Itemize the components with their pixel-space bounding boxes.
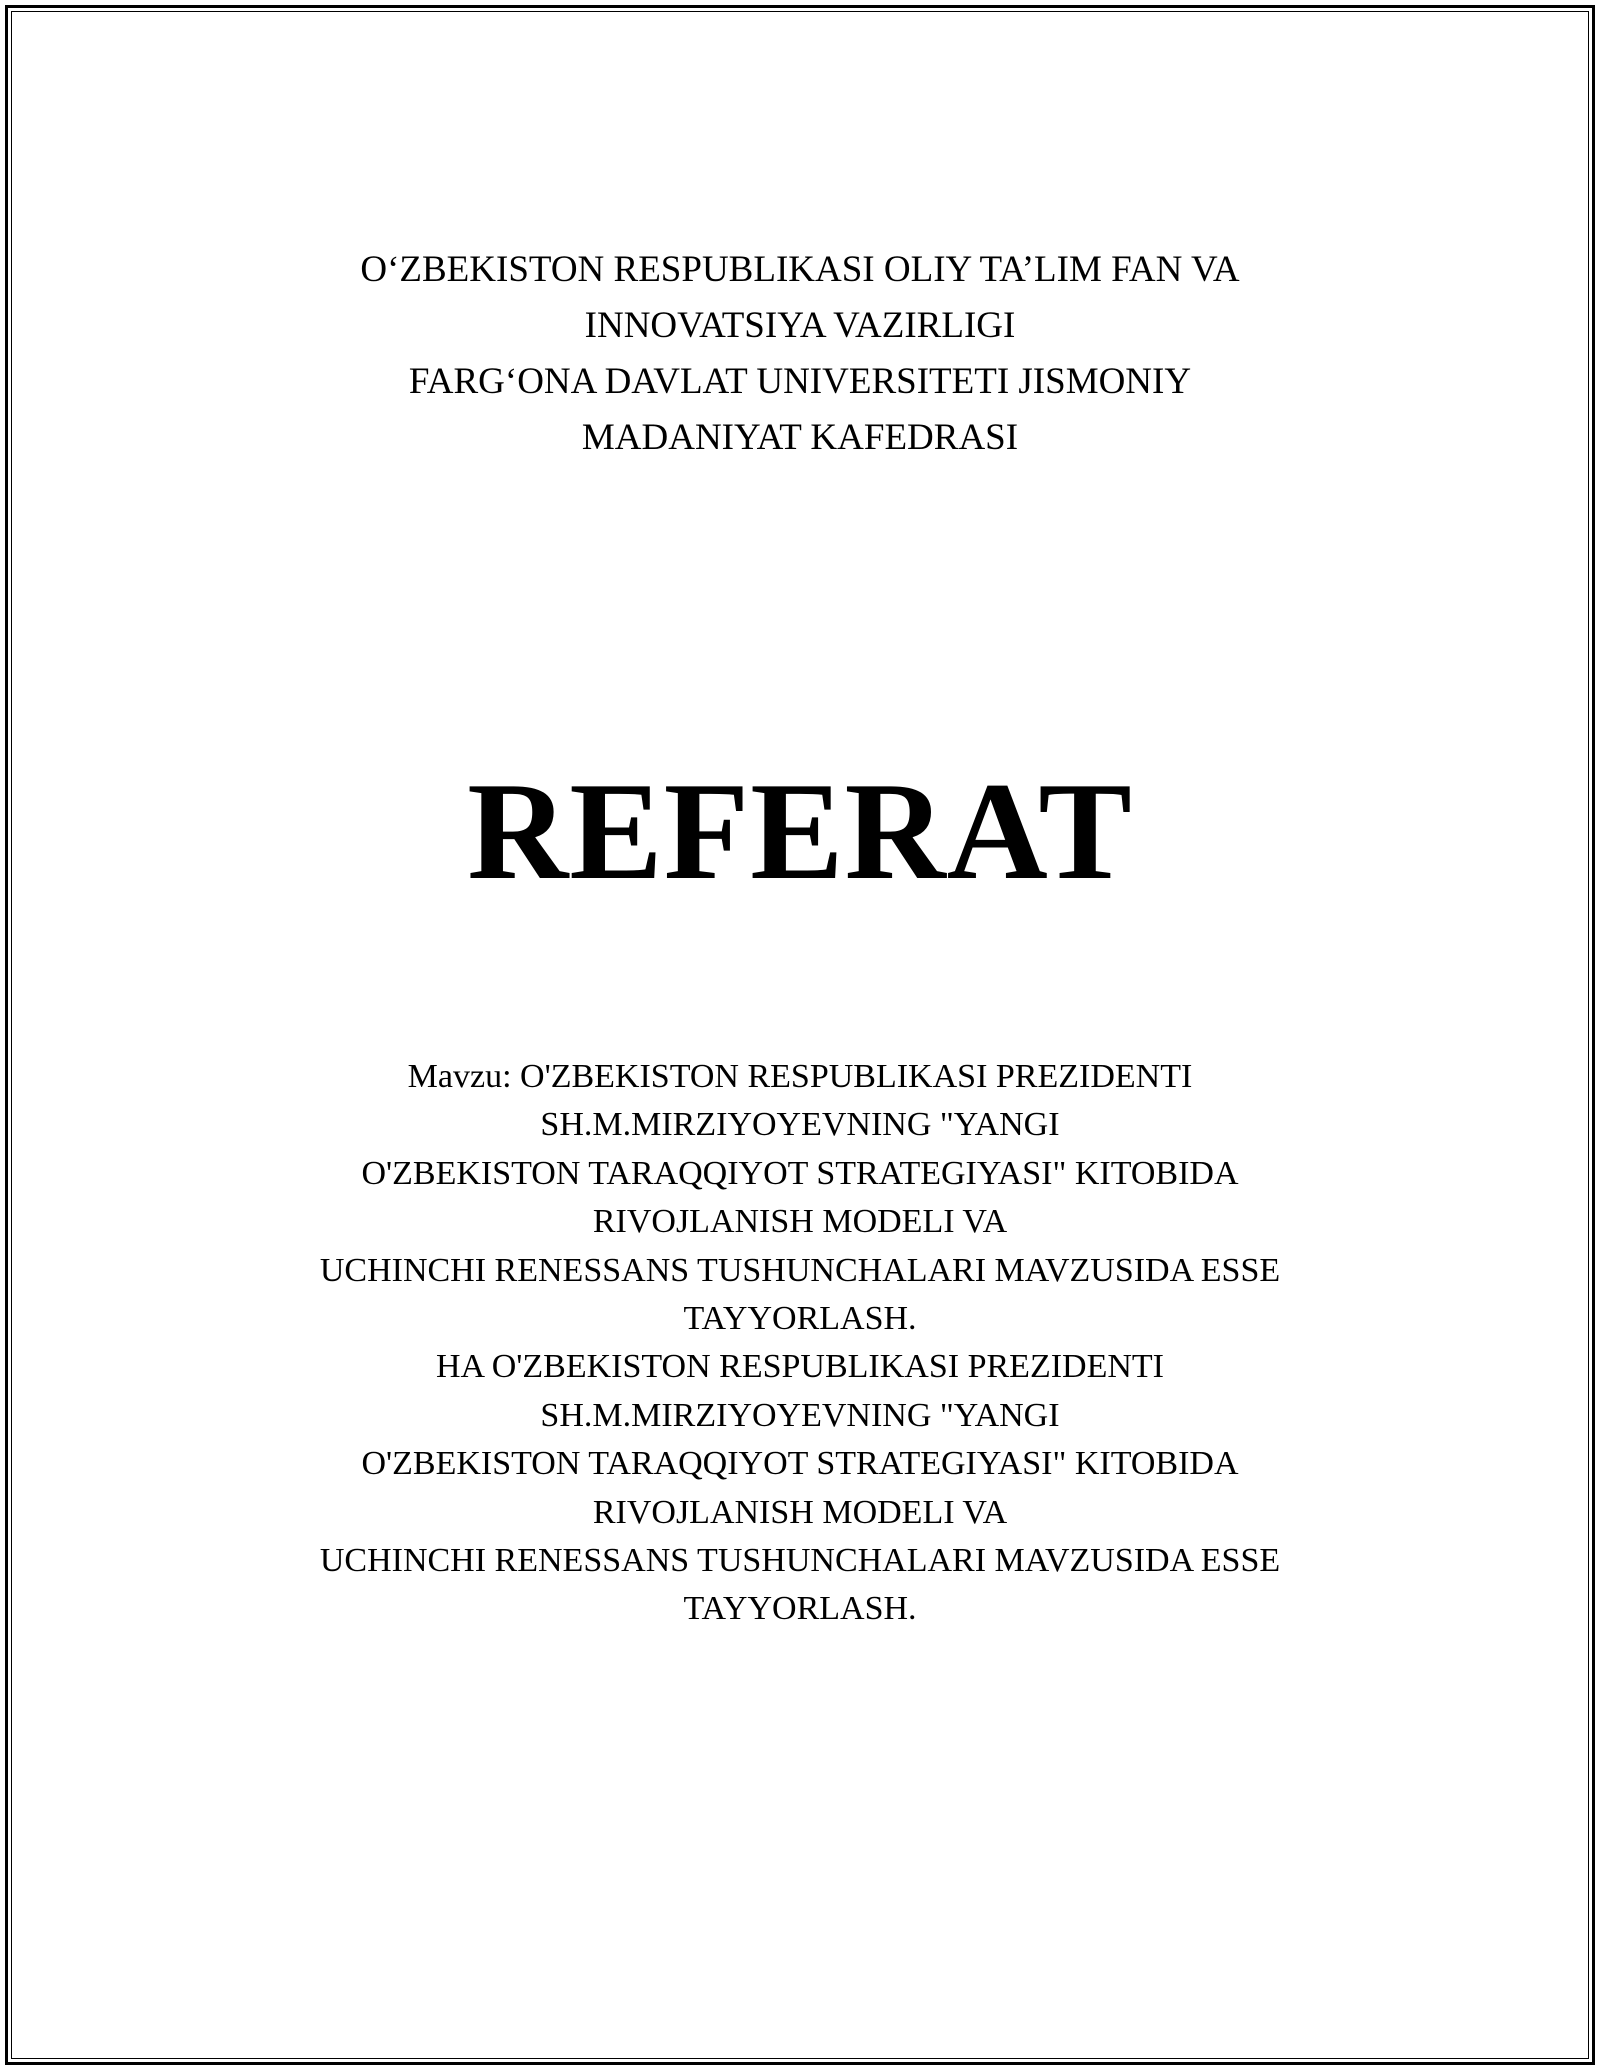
header-line: MADANIYAT KAFEDRASI <box>581 417 1019 458</box>
header-line: FARG‘ONA DAVLAT UNIVERSITETI JISMONIY <box>408 361 1192 402</box>
topic-line: O'ZBEKISTON TARAQQIYOT STRATEGIYASI" KITOBIDA <box>361 1445 1239 1483</box>
topic-line: TAYYORLASH. <box>683 1590 917 1628</box>
topic-line: RIVOJLANISH MODELI VA <box>592 1203 1008 1241</box>
header-line: O‘ZBEKISTON RESPUBLIKASI OLIY TA’LIM FAN VA <box>360 249 1240 290</box>
topic-line: UCHINCHI RENESSANS TUSHUNCHALARI MAVZUSIDA ESSE <box>319 1542 1281 1580</box>
topic-line: SH.M.MIRZIYOYEVNING "YANGI <box>540 1396 1060 1434</box>
topic-line: Mavzu: O'ZBEKISTON RESPUBLIKASI PREZIDENTI <box>407 1058 1193 1095</box>
institution-header <box>0 242 1600 466</box>
topic-block <box>0 1053 1600 1634</box>
topic-line: HA O'ZBEKISTON RESPUBLIKASI PREZIDENTI <box>435 1348 1164 1386</box>
topic-line: TAYYORLASH. <box>683 1300 917 1338</box>
topic-line: RIVOJLANISH MODELI VA <box>592 1493 1008 1531</box>
topic-line: UCHINCHI RENESSANS TUSHUNCHALARI MAVZUSIDA ESSE <box>319 1251 1281 1289</box>
header-line: INNOVATSIYA VAZIRLIGI <box>584 305 1016 346</box>
topic-line: O'ZBEKISTON TARAQQIYOT STRATEGIYASI" KITOBIDA <box>361 1154 1239 1192</box>
topic-line: SH.M.MIRZIYOYEVNING "YANGI <box>540 1106 1060 1144</box>
document-title: REFERAT <box>467 754 1133 909</box>
